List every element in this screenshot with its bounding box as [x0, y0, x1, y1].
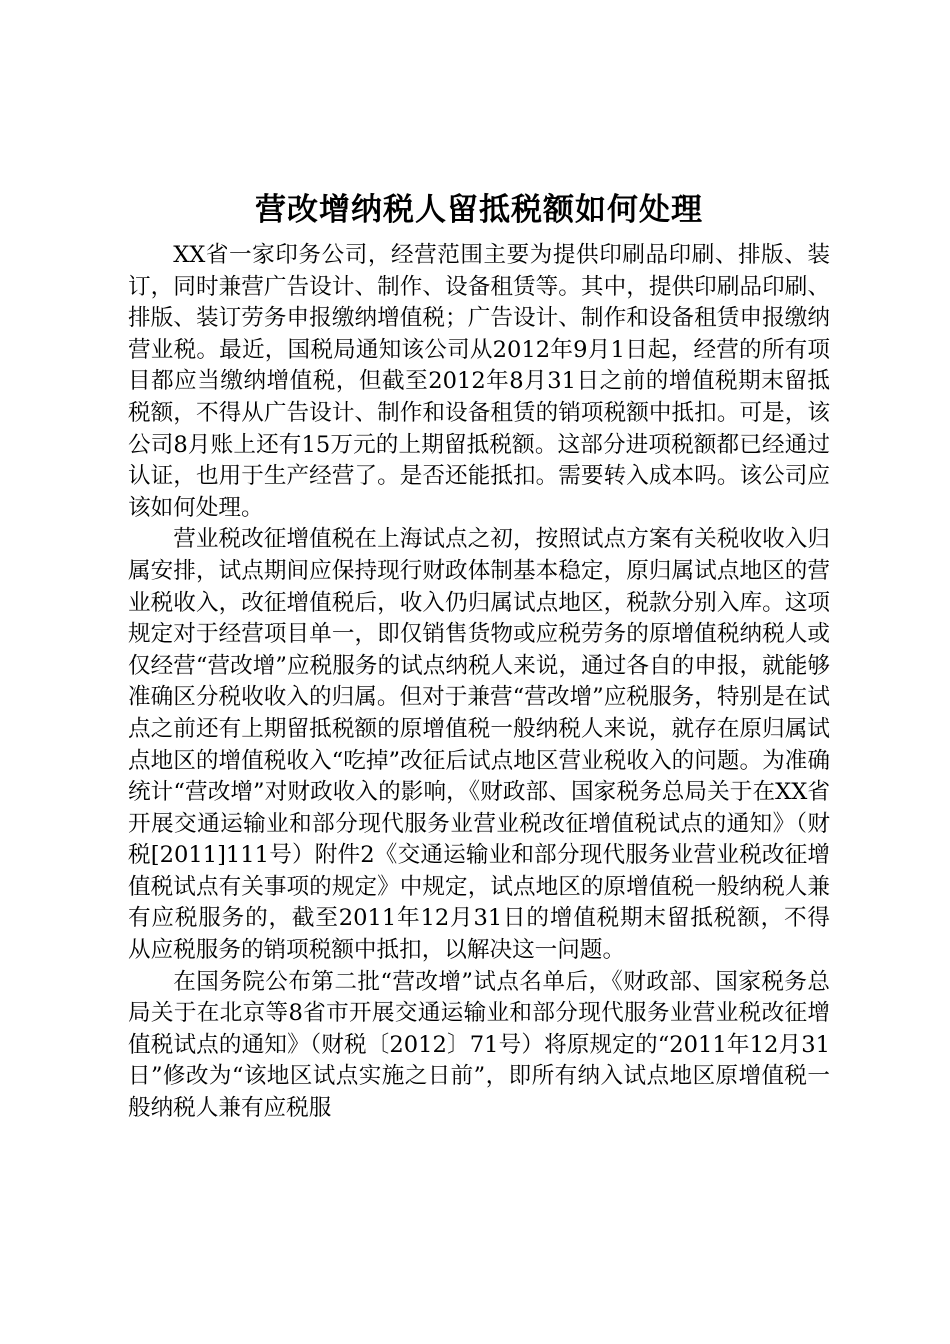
paragraph-1: XX省一家印务公司，经营范围主要为提供印刷品印刷、排版、装订，同时兼营广告设计、制作、设备租赁等。其中，提供印刷品印刷、排版、装订劳务申报缴纳增值税；广告设计、制作和设备租赁申报缴纳营业税。最近，国税局通知该公司从2012年9月1日起，经营的所有项目都应当缴纳增值税，但截至2012年8月31日之前的增值税期末留抵税额，不得从广告设计、制作和设备租赁的销项税额中抵扣。可是，该公司8月账上还有15万元的上期留抵税额。这部分进项税额都已经通过认证，也用于生产经营了。是否还能抵扣。需要转入成本吗。该公司应该如何处理。: [128, 242, 830, 521]
paragraph-3: 在国务院公布第二批“营改增”试点名单后，《财政部、国家税务总局关于在北京等8省市开展交通运输业和部分现代服务业营业税改征增值税试点的通知》（财税〔2012〕71号）将原规定的“2011年12月31日”修改为“该地区试点实施之日前”，即所有纳入试点地区原增值税一般纳税人兼有应税服: [128, 968, 830, 1122]
paragraph-2: 营业税改征增值税在上海试点之初，按照试点方案有关税收收入归属安排，试点期间应保持现行财政体制基本稳定，原归属试点地区的营业税收入，改征增值税后，收入仍归属试点地区，税款分别入库。这项规定对于经营项目单一，即仅销售货物或应税劳务的原增值税纳税人或仅经营“营改增”应税服务的试点纳税人来说，通过各自的申报，就能够准确区分税收收入的归属。但对于兼营“营改增”应税服务，特别是在试点之前还有上期留抵税额的原增值税一般纳税人来说，就存在原归属试点地区的增值税收入“吃掉”改征后试点地区营业税收入的问题。为准确统计“营改增”对财政收入的影响，《财政部、国家税务总局关于在XX省开展交通运输业和部分现代服务业营业税改征增值税试点的通知》（财税[2011]111号）附件2《交通运输业和部分现代服务业营业税改征增值税试点有关事项的规定》中规定，试点地区的原增值税一般纳税人兼有应税服务的，截至2011年12月31日的增值税期末留抵税额，不得从应税服务的销项税额中抵扣，以解决这一问题。: [128, 526, 830, 964]
document-title: 营改增纳税人留抵税额如何处理: [255, 192, 703, 228]
document-page: [128, 186, 830, 1125]
